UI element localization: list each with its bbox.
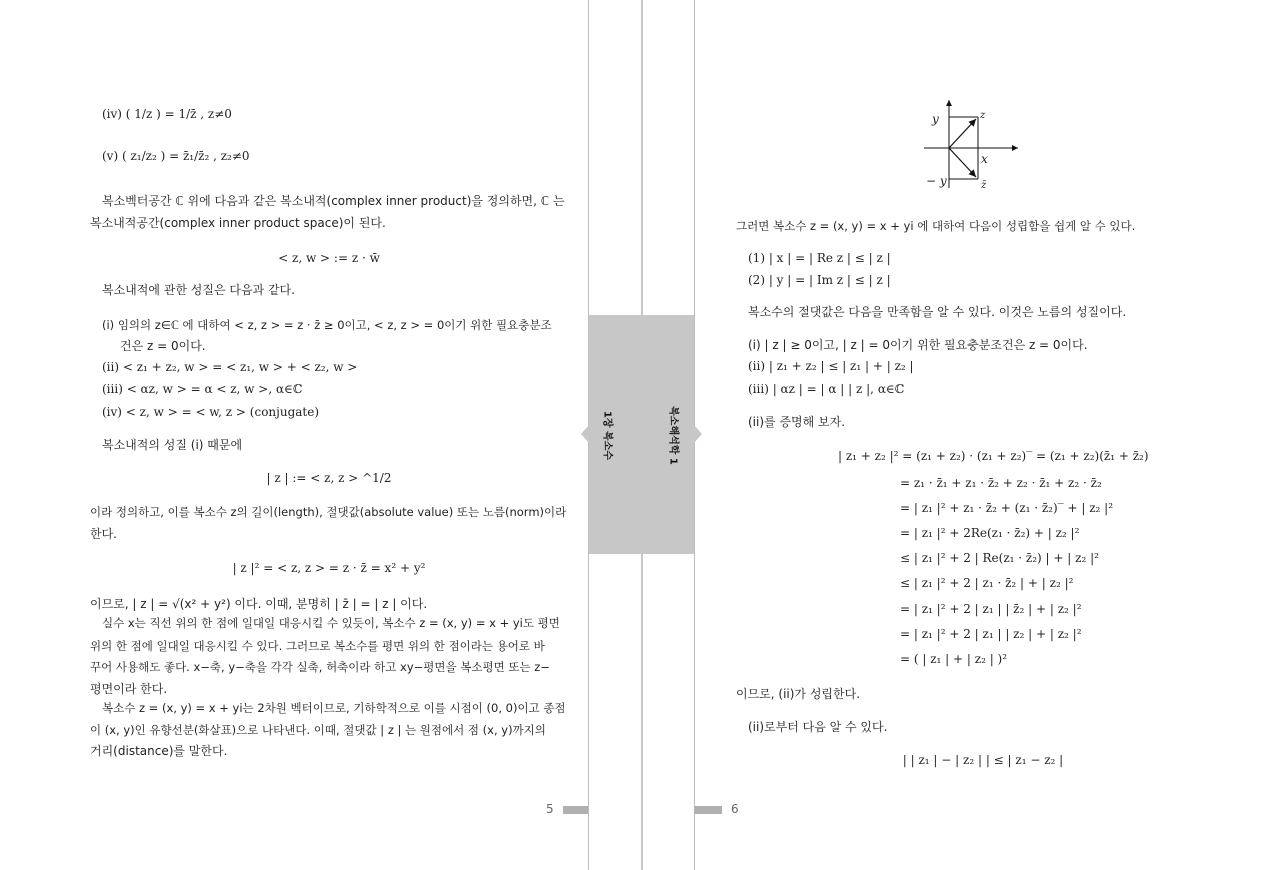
property-item: (iii) < αz, w > = α < z, w >, α∈ℂ: [102, 382, 303, 396]
proof-step: = ( | z₁ | + | z₂ | )²: [900, 652, 1008, 666]
property-v: (v) ( z₁/z₂ ) = z̄₁/z̄₂ , z₂≠0: [102, 149, 250, 163]
proof-step: ≤ | z₁ |² + 2 | z₁ · z̄₂ | + | z₂ |²: [900, 576, 1074, 590]
property-item: (i) | z | ≥ 0이고, | z | = 0이기 위한 필요충분조건은 z = 0이다.: [748, 338, 1088, 352]
paragraph-line: 한다.: [90, 527, 117, 541]
property-item: (iii) | αz | = | α | | z |, α∈ℂ: [748, 382, 905, 396]
book-tab-label: 복소해석학 1: [667, 406, 679, 465]
paragraph-line: 이라 정의하고, 이를 복소수 z의 길이(length), 절댓값(absolute value) 또는 노름(norm)이라: [90, 505, 567, 519]
page-number-bar-right: [694, 806, 722, 814]
proof-step: = | z₁ |² + z₁ · z̄₂ + (z₁ · z̄₂)‾ + | z₂ |²: [900, 501, 1114, 515]
figure-label-neg-y: − y: [926, 174, 947, 188]
paragraph-line: 그러면 복소수 z = (x, y) = x + yi 에 대하여 다음이 성립함을 쉽게 알 수 있다.: [736, 219, 1136, 233]
norm-definition: | z | := < z, z > ^1/2: [266, 471, 392, 485]
property-item: (1) | x | = | Re z | ≤ | z |: [748, 251, 891, 265]
property-item: (iv) < z, w > = < w, z > (conjugate): [102, 405, 320, 419]
paragraph-line: 꾸어 사용해도 좋다. x−축, y−축을 각각 실축, 허축이라 하고 xy−평면을 복소평면 또는 z−: [90, 660, 550, 674]
figure-label-z: z: [980, 110, 986, 121]
page-number-left: 5: [546, 802, 554, 816]
paragraph-line: 이므로, | z | = √(x² + y²) 이다. 이때, 분명히 | z̄ | = | z | 이다.: [90, 597, 428, 611]
tab-notch-left: [581, 425, 589, 443]
page-number-right: 6: [731, 802, 739, 816]
paragraph-line: 이므로, (ii)가 성립한다.: [736, 687, 861, 701]
property-iv: (iv) ( 1/z ) = 1/z̄ , z≠0: [102, 107, 232, 121]
property-item: (2) | y | = | Im z | ≤ | z |: [748, 273, 891, 287]
chapter-tab-label: 1장 복소수: [601, 410, 613, 461]
z-vector: [949, 119, 976, 148]
figure-label-zbar: z̄: [981, 180, 987, 191]
proof-step: = z₁ · z̄₁ + z₁ · z̄₂ + z₂ · z̄₁ + z₂ · z̄₂: [900, 476, 1102, 490]
inner-product-definition: < z, w > := z · w̄: [278, 251, 380, 265]
paragraph-line: 복소내적의 성질 (i) 때문에: [102, 438, 243, 452]
paragraph-line: 복소수의 절댓값은 다음을 만족함을 알 수 있다. 이것은 노름의 성질이다.: [748, 305, 1127, 319]
proof-step: = | z₁ |² + 2 | z₁ | | z̄₂ | + | z₂ |²: [900, 602, 1082, 616]
norm-equation: | z |² = < z, z > = z · z̄ = x² + y²: [232, 561, 426, 575]
tab-notch-right: [694, 425, 702, 443]
property-item-cont: 건은 z = 0이다.: [120, 339, 206, 353]
reverse-triangle-inequality: | | z₁ | − | z₂ | | ≤ | z₁ − z₂ |: [902, 753, 1064, 767]
proof-step: ≤ | z₁ |² + 2 | Re(z₁ · z̄₂) | + | z₂ |²: [900, 551, 1099, 565]
page-number-bar-left: [563, 806, 588, 814]
proof-step: = | z₁ |² + 2Re(z₁ · z̄₂) + | z₂ |²: [900, 526, 1080, 540]
paragraph-line: 실수 x는 직선 위의 한 점에 일대일 대응시킬 수 있듯이, 복소수 z = (x, y) = x + yi도 평면: [102, 616, 560, 630]
figure-label-x: x: [981, 152, 988, 166]
property-item: (ii) < z₁ + z₂, w > = < z₁, w > + < z₂, w >: [102, 360, 358, 374]
zbar-vector: [949, 148, 976, 177]
paragraph-line: 복소수 z = (x, y) = x + yi는 2차원 벡터이므로, 기하학적으로 이를 시점이 (0, 0)이고 종점: [102, 701, 566, 715]
paragraph-line: (ii)로부터 다음 알 수 있다.: [748, 720, 888, 734]
paragraph-line: 이 (x, y)인 유향선분(화살표)으로 나타낸다. 이때, 절댓값 | z | 는 원점에서 점 (x, y)까지의: [90, 723, 546, 737]
left-page: [0, 0, 588, 870]
property-item: (i) 임의의 z∈ℂ 에 대하여 < z, z > = z · z̄ ≥ 0이고, < z, z > = 0이기 위한 필요충분조: [102, 318, 552, 332]
figure-label-y: y: [932, 112, 939, 126]
proof-step: = | z₁ |² + 2 | z₁ | | z₂ | + | z₂ |²: [900, 627, 1082, 641]
paragraph-line: (ii)를 증명해 보자.: [748, 415, 846, 429]
paragraph-line: 복소내적에 관한 성질은 다음과 같다.: [102, 283, 295, 297]
paragraph-line: 거리(distance)를 말한다.: [90, 744, 228, 758]
paragraph-line: 복소벡터공간 ℂ 위에 다음과 같은 복소내적(complex inner product)을 정의하면, ℂ 는: [102, 194, 565, 208]
property-item: (ii) | z₁ + z₂ | ≤ | z₁ | + | z₂ |: [748, 359, 914, 373]
proof-step: | z₁ + z₂ |² = (z₁ + z₂) · (z₁ + z₂)‾ = (z₁ + z₂)(z̄₁ + z̄₂): [838, 449, 1149, 463]
paragraph-line: 위의 한 점에 일대일 대응시킬 수 있다. 그러므로 복소수를 평면 위의 한 점이라는 용어로 바: [90, 639, 545, 653]
paragraph-line: 복소내적공간(complex inner product space)이 된다.: [90, 216, 386, 230]
paragraph-line: 평면이라 한다.: [90, 682, 168, 696]
